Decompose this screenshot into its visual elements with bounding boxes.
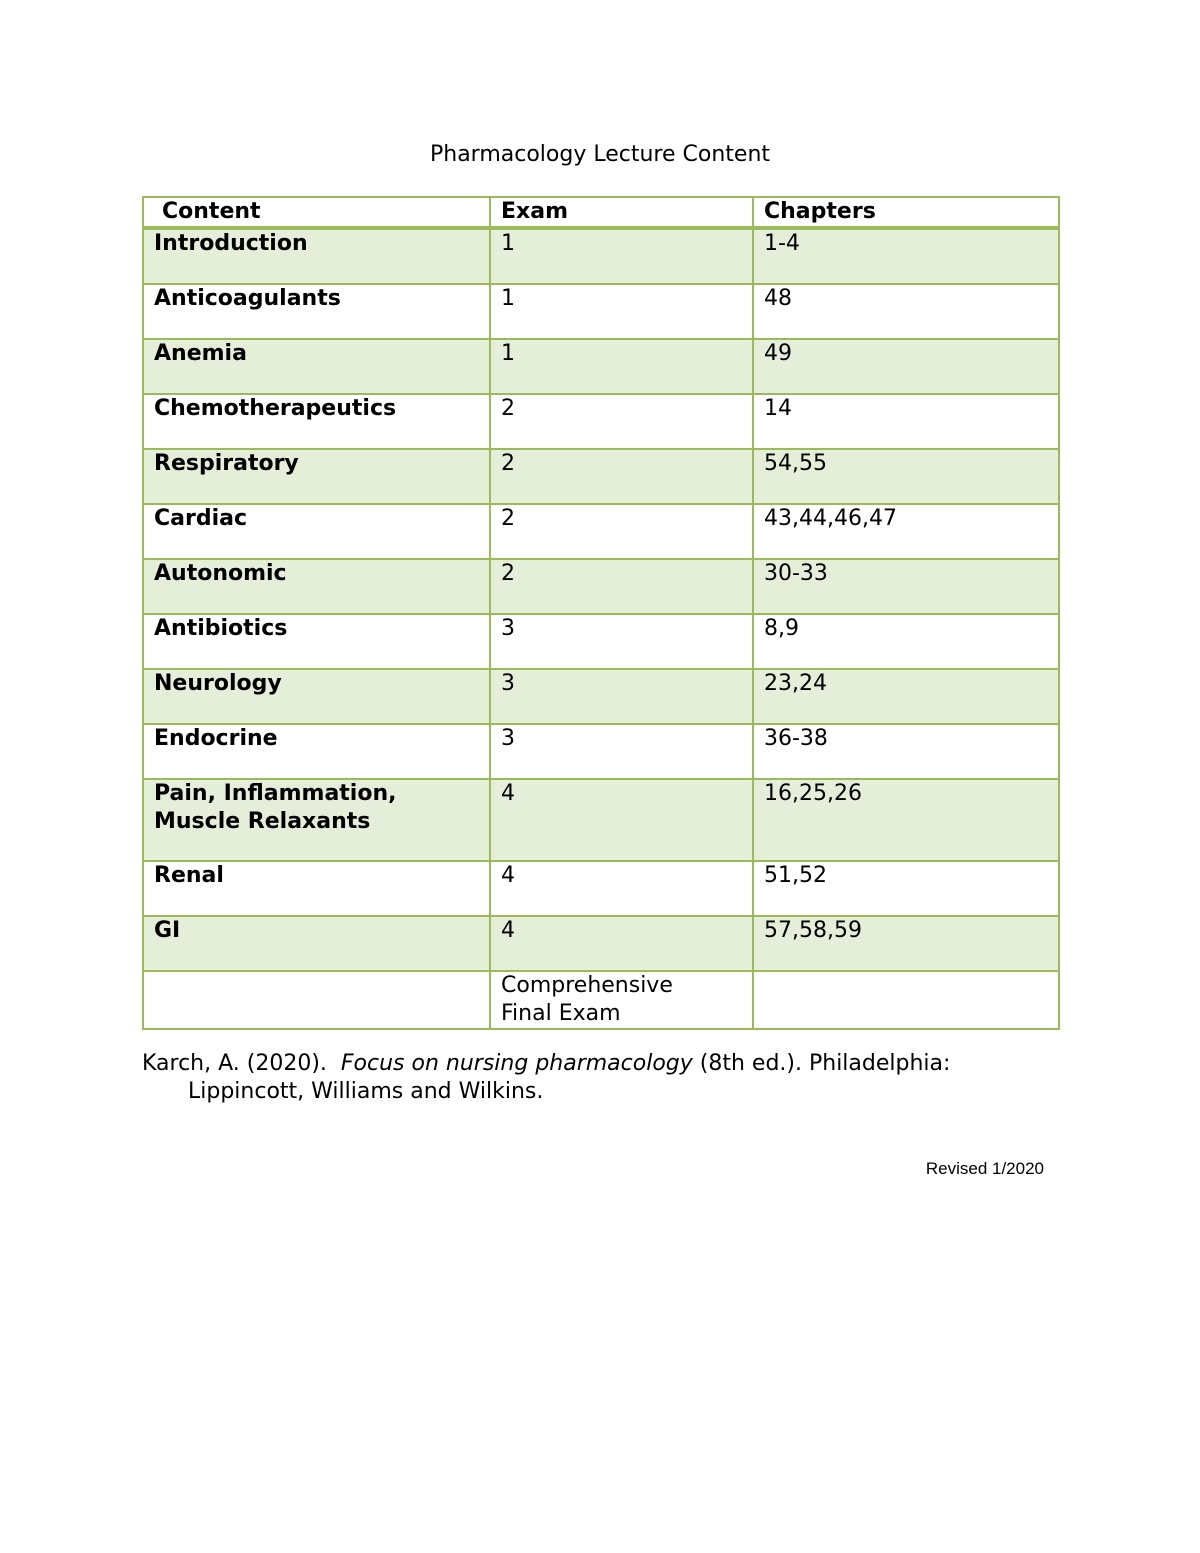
revision-note: Revised 1/2020 xyxy=(925,1159,1044,1178)
table-row xyxy=(143,861,1059,916)
cell-content: Introduction xyxy=(143,228,490,284)
cell-content xyxy=(143,779,490,861)
table-row xyxy=(143,394,1059,449)
table-row xyxy=(143,449,1059,504)
table-row xyxy=(143,724,1059,779)
table-header-row xyxy=(143,197,1059,228)
cell-exam: 4 xyxy=(490,861,753,916)
cell-chapters: 30-33 xyxy=(753,559,1059,614)
table-row xyxy=(143,504,1059,559)
cell-exam: 2 xyxy=(490,449,753,504)
cell-chapters: 51,52 xyxy=(753,861,1059,916)
citation-edition-place: (8th ed.). Philadelphia: xyxy=(699,1051,951,1076)
cell-exam xyxy=(490,971,753,1029)
table-row xyxy=(143,669,1059,724)
cell-chapters: 16,25,26 xyxy=(753,779,1059,861)
page-title: Pharmacology Lecture Content xyxy=(429,142,771,167)
citation-line1 xyxy=(142,1050,1062,1078)
table-row xyxy=(143,559,1059,614)
cell-chapters: 54,55 xyxy=(753,449,1059,504)
cell-exam: 3 xyxy=(490,614,753,669)
lecture-content-table xyxy=(142,196,1060,1030)
cell-chapters: 43,44,46,47 xyxy=(753,504,1059,559)
cell-content: Endocrine xyxy=(143,724,490,779)
cell-exam: 4 xyxy=(490,916,753,971)
cell-content: GI xyxy=(143,916,490,971)
cell-exam-line2: Final Exam xyxy=(501,1001,621,1026)
cell-exam: 3 xyxy=(490,669,753,724)
citation-publisher: Lippincott, Williams and Wilkins. xyxy=(188,1079,544,1104)
cell-content-line2: Muscle Relaxants xyxy=(154,809,371,834)
table-row xyxy=(143,916,1059,971)
table-row xyxy=(143,339,1059,394)
cell-exam: 1 xyxy=(490,284,753,339)
table-row xyxy=(143,228,1059,284)
cell-content-line1: Pain, Inflammation, xyxy=(154,781,397,806)
cell-content: Chemotherapeutics xyxy=(143,394,490,449)
cell-content: Anticoagulants xyxy=(143,284,490,339)
cell-chapters: 49 xyxy=(753,339,1059,394)
reference-citation xyxy=(142,1050,1062,1106)
cell-exam: 1 xyxy=(490,339,753,394)
cell-exam: 1 xyxy=(490,228,753,284)
cell-content: Renal xyxy=(143,861,490,916)
table-row xyxy=(143,614,1059,669)
table-row xyxy=(143,971,1059,1029)
cell-chapters: 48 xyxy=(753,284,1059,339)
cell-content: Cardiac xyxy=(143,504,490,559)
table-row xyxy=(143,779,1059,861)
cell-chapters: 57,58,59 xyxy=(753,916,1059,971)
cell-exam: 4 xyxy=(490,779,753,861)
cell-content: Anemia xyxy=(143,339,490,394)
cell-content xyxy=(143,971,490,1029)
citation-book-title: Focus on nursing pharmacology xyxy=(340,1051,693,1076)
cell-content: Neurology xyxy=(143,669,490,724)
cell-exam: 3 xyxy=(490,724,753,779)
cell-chapters: 1-4 xyxy=(753,228,1059,284)
cell-content: Respiratory xyxy=(143,449,490,504)
header-chapters: Chapters xyxy=(753,197,1059,228)
header-exam: Exam xyxy=(490,197,753,228)
header-content: Content xyxy=(143,197,490,228)
cell-exam: 2 xyxy=(490,394,753,449)
cell-chapters: 8,9 xyxy=(753,614,1059,669)
cell-content: Antibiotics xyxy=(143,614,490,669)
cell-exam: 2 xyxy=(490,504,753,559)
cell-content: Autonomic xyxy=(143,559,490,614)
cell-chapters: 36-38 xyxy=(753,724,1059,779)
cell-chapters: 14 xyxy=(753,394,1059,449)
cell-exam: 2 xyxy=(490,559,753,614)
citation-author-year: Karch, A. (2020). xyxy=(142,1051,327,1076)
cell-chapters xyxy=(753,971,1059,1029)
cell-exam-line1: Comprehensive xyxy=(501,973,673,998)
cell-chapters: 23,24 xyxy=(753,669,1059,724)
table-row xyxy=(143,284,1059,339)
